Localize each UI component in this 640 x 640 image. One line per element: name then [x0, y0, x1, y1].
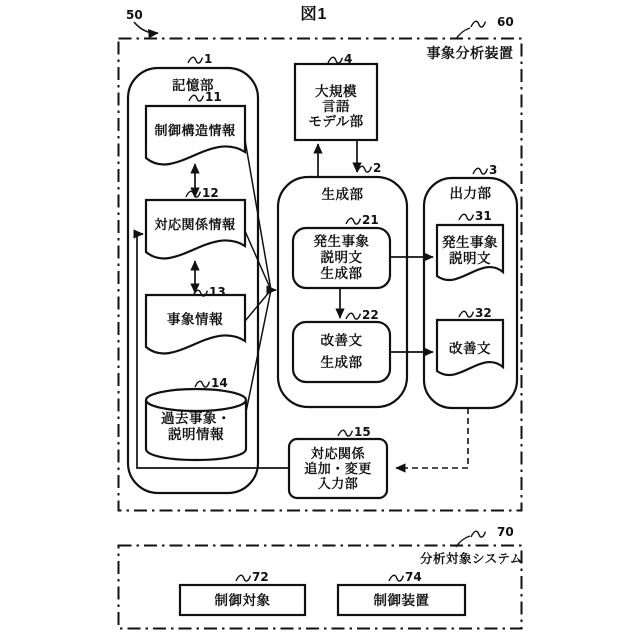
input-unit-line1: 対応関係 — [310, 446, 365, 461]
ref-22: 22 — [362, 308, 379, 322]
ref-11: 11 — [205, 90, 222, 104]
output-unit-box — [424, 178, 517, 408]
event-text-output-line2: 説明文 — [449, 251, 491, 266]
output-unit-label: 出力部 — [449, 186, 492, 201]
llm-unit-label — [296, 84, 376, 129]
llm-label-line2: 言語 — [322, 99, 350, 114]
event-text-generator-line1: 発生事象 — [313, 234, 370, 249]
improvement-generator-line1: 改善文 — [320, 333, 363, 348]
ref-1: 1 — [204, 52, 213, 66]
leader-60 — [456, 28, 470, 39]
event-text-output-label — [437, 235, 503, 267]
event-text-generator-line2: 説明文 — [320, 250, 363, 265]
control-device-label: 制御装置 — [373, 593, 430, 608]
ref-70: 70 — [497, 525, 514, 539]
ref-15: 15 — [354, 425, 371, 439]
input-unit-line2: 追加・変更 — [304, 461, 372, 476]
ref-21: 21 — [362, 213, 379, 227]
ref-14: 14 — [211, 376, 228, 390]
generation-unit-label: 生成部 — [321, 187, 364, 202]
ref-12: 12 — [202, 186, 219, 200]
arrow-50-pointer — [134, 22, 158, 33]
input-unit-label — [290, 446, 386, 491]
input-unit-line3: 入力部 — [317, 476, 359, 491]
event-info-label: 事象情報 — [167, 312, 223, 327]
ref-72: 72 — [252, 570, 269, 584]
past-event-database-label-line1: 過去事象・ — [161, 411, 231, 426]
dashed-arrow-output-to-input — [396, 408, 468, 468]
llm-label-line3: モデル部 — [308, 114, 364, 129]
ref-3: 3 — [489, 163, 498, 177]
past-event-database-top — [146, 389, 246, 411]
improvement-generator-label — [295, 330, 388, 374]
event-analysis-device-label: 事象分析装置 — [426, 45, 514, 61]
ref-31: 31 — [475, 209, 492, 223]
control-structure-info-label: 制御構造情報 — [154, 123, 236, 138]
ref-2: 2 — [373, 161, 382, 175]
ref-60: 60 — [497, 15, 514, 29]
event-text-generator-label — [295, 234, 388, 282]
past-event-database-label — [146, 411, 246, 443]
ref-74: 74 — [405, 570, 422, 584]
figure-title: 図1 — [300, 6, 328, 23]
ref-4: 4 — [344, 52, 353, 66]
control-target-label: 制御対象 — [214, 593, 271, 608]
ref-13: 13 — [209, 285, 226, 299]
ref-32: 32 — [475, 306, 492, 320]
event-text-output-line1: 発生事象 — [442, 235, 498, 250]
past-event-database-label-line2: 説明情報 — [168, 427, 224, 442]
event-text-generator-line3: 生成部 — [320, 266, 363, 281]
improvement-generator-line2: 生成部 — [320, 355, 363, 370]
llm-label-line1: 大規模 — [315, 84, 357, 99]
improvement-text-output-label: 改善文 — [449, 341, 491, 356]
ref-50: 50 — [126, 8, 143, 22]
storage-unit-label: 記憶部 — [172, 78, 214, 93]
target-system-label: 分析対象システム — [420, 552, 523, 566]
correspondence-info-label: 対応関係情報 — [154, 217, 236, 232]
